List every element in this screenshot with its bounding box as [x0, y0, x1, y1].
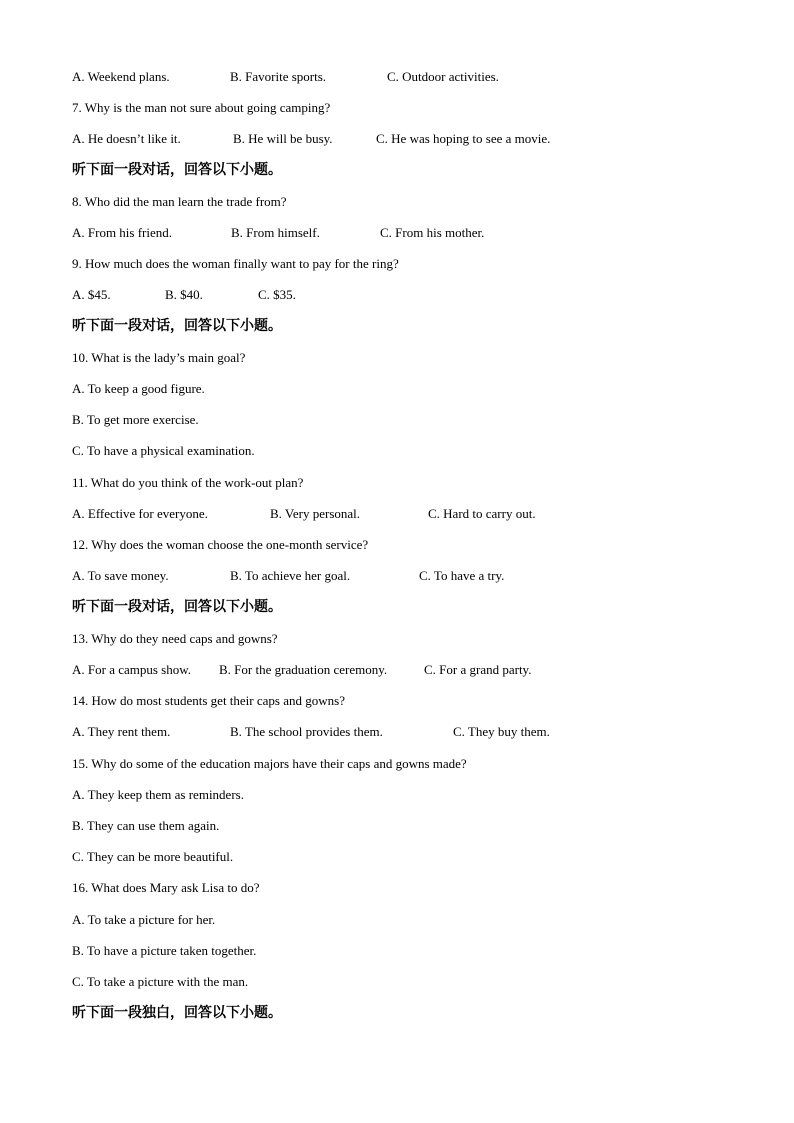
q14-option-c: C. They buy them.: [453, 724, 550, 739]
q6-option-c: C. Outdoor activities.: [387, 69, 499, 84]
q15: 15. Why do some of the education majors have their caps and gowns made?: [72, 756, 467, 771]
q10: 10. What is the lady’s main goal?: [72, 350, 246, 365]
q14: 14. How do most students get their caps and gowns?: [72, 693, 345, 708]
q14-option-a: A. They rent them.: [72, 724, 171, 739]
q16: 16. What does Mary ask Lisa to do?: [72, 880, 260, 895]
q11-option-a: A. Effective for everyone.: [72, 506, 208, 521]
q9-option-c: C. $35.: [258, 287, 296, 302]
q10-option-b: B. To get more exercise.: [72, 412, 199, 427]
q15-option-c: C. They can be more beautiful.: [72, 849, 234, 864]
q8-option-b: B. From himself.: [231, 225, 320, 240]
q11-option-c: C. Hard to carry out.: [428, 506, 536, 521]
q16-option-a: A. To take a picture for her.: [72, 912, 216, 927]
q16-option-b: B. To have a picture taken together.: [72, 943, 257, 958]
section-heading: 听下面一段对话，回答以下小题。: [72, 162, 282, 178]
q8: 8. Who did the man learn the trade from?: [72, 194, 287, 209]
q11: 11. What do you think of the work-out plan?: [72, 475, 304, 490]
q6-option-b: B. Favorite sports.: [230, 69, 327, 84]
q16-option-c: C. To take a picture with the man.: [72, 974, 249, 989]
q11-option-b: B. Very personal.: [270, 506, 361, 521]
q12-option-c: C. To have a try.: [419, 568, 505, 583]
q8-option-c: C. From his mother.: [380, 225, 485, 240]
q15-option-a: A. They keep them as reminders.: [72, 787, 244, 802]
q9-option-a: A. $45.: [72, 287, 111, 302]
q10-option-a: A. To keep a good figure.: [72, 381, 205, 396]
q9: 9. How much does the woman finally want to pay for the ring?: [72, 256, 399, 271]
q13-option-c: C. For a grand party.: [424, 662, 532, 677]
section-heading: 听下面一段对话，回答以下小题。: [72, 318, 282, 334]
q15-option-b: B. They can use them again.: [72, 818, 220, 833]
q7-option-b: B. He will be busy.: [233, 131, 333, 146]
q9-option-b: B. $40.: [165, 287, 203, 302]
q13-option-b: B. For the graduation ceremony.: [219, 662, 388, 677]
section-heading: 听下面一段独白，回答以下小题。: [72, 1005, 282, 1021]
q14-option-b: B. The school provides them.: [230, 724, 383, 739]
q12-option-a: A. To save money.: [72, 568, 169, 583]
q8-option-a: A. From his friend.: [72, 225, 173, 240]
q12: 12. Why does the woman choose the one-month service?: [72, 537, 369, 552]
section-heading: 听下面一段对话，回答以下小题。: [72, 599, 282, 615]
q7-option-a: A. He doesn’t like it.: [72, 131, 181, 146]
q7: 7. Why is the man not sure about going camping?: [72, 100, 331, 115]
q7-option-c: C. He was hoping to see a movie.: [376, 131, 551, 146]
q10-option-c: C. To have a physical examination.: [72, 443, 255, 458]
q12-option-b: B. To achieve her goal.: [230, 568, 351, 583]
q13-option-a: A. For a campus show.: [72, 662, 192, 677]
q6-option-a: A. Weekend plans.: [72, 69, 170, 84]
q13: 13. Why do they need caps and gowns?: [72, 631, 278, 646]
